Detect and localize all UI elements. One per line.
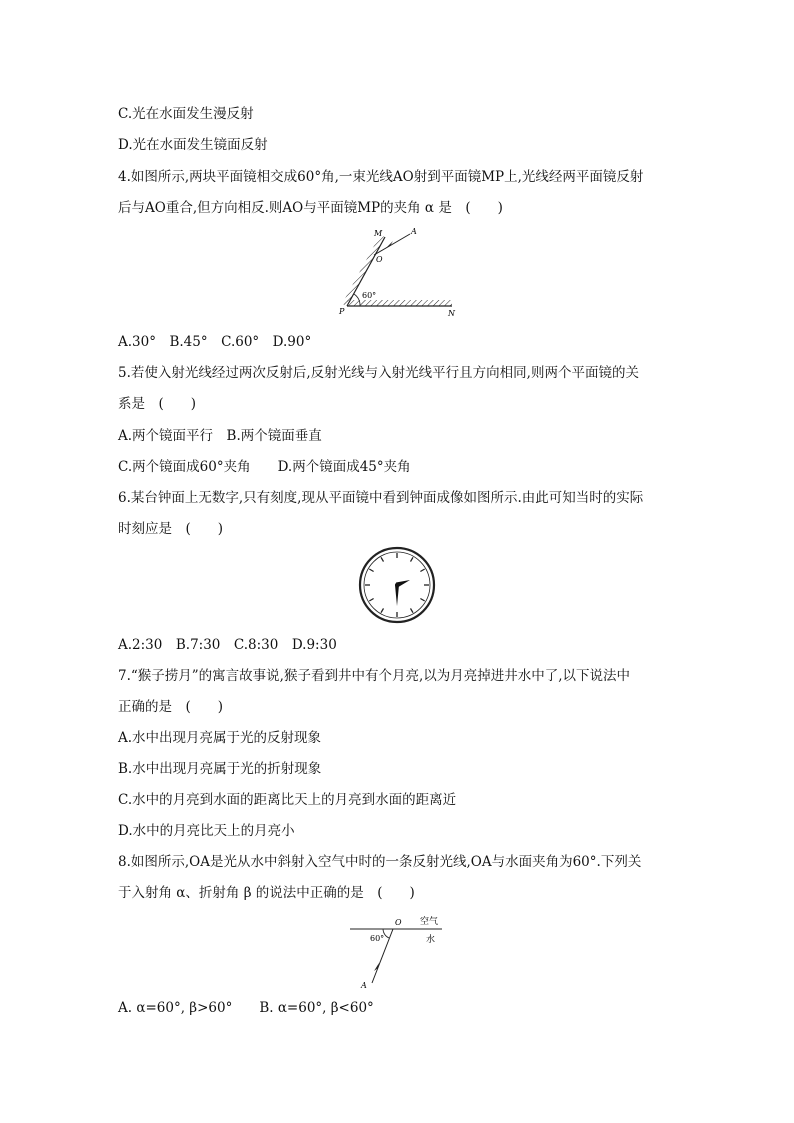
label-angle: 60° bbox=[362, 291, 377, 300]
question-5-options-ab: A.两个镜面平行 B.两个镜面垂直 bbox=[118, 428, 322, 444]
mirror-diagram bbox=[330, 222, 470, 320]
label-angle: 60° bbox=[370, 934, 385, 943]
label-m: M bbox=[374, 229, 383, 238]
label-n: N bbox=[448, 309, 455, 318]
question-8-options: A. α=60°, β>60° B. α=60°, β<60° bbox=[118, 1000, 374, 1016]
question-8-line-2: 于入射角 α、折射角 β 的说法中正确的是 ( ) bbox=[118, 885, 415, 901]
question-8-line-1: 8.如图所示,OA是光从水中斜射入空气中时的一条反射光线,OA与水面夹角为60°.下列关 bbox=[118, 854, 642, 870]
option-d-q7: D.水中的月亮比天上的月亮小 bbox=[118, 823, 295, 839]
label-a: A bbox=[411, 227, 417, 236]
question-4-line-2: 后与AO重合,但方向相反.则AO与平面镜MP的夹角 α 是 ( ) bbox=[118, 200, 503, 216]
question-6-options: A.2:30 B.7:30 C.8:30 D.9:30 bbox=[118, 637, 337, 653]
option-c-q3: C.光在水面发生漫反射 bbox=[118, 106, 254, 122]
option-b-q7: B.水中出现月亮属于光的折射现象 bbox=[118, 761, 322, 777]
question-7-line-2: 正确的是 ( ) bbox=[118, 699, 224, 715]
question-7-line-1: 7.“猴子捞月”的寓言故事说,猴子看到井中有个月亮,以为月亮掉进井水中了,以下说法中 bbox=[118, 668, 631, 684]
label-o: O bbox=[395, 918, 402, 927]
question-5-line-2: 系是 ( ) bbox=[118, 396, 197, 412]
clock-diagram bbox=[358, 546, 438, 626]
question-6-line-2: 时刻应是 ( ) bbox=[118, 521, 224, 537]
option-c-q7: C.水中的月亮到水面的距离比天上的月亮到水面的距离近 bbox=[118, 792, 457, 808]
option-a-q7: A.水中出现月亮属于光的反射现象 bbox=[118, 730, 322, 746]
label-water: 水 bbox=[426, 935, 436, 945]
label-a: A bbox=[361, 981, 367, 990]
mirror-pn bbox=[347, 300, 452, 306]
question-5-line-1: 5.若使入射光线经过两次反射后,反射光线与入射光线平行且方向相同,则两个平面镜的关 bbox=[118, 365, 639, 381]
clock-center bbox=[395, 583, 399, 587]
question-5-options-cd: C.两个镜面成60°夹角 D.两个镜面成45°夹角 bbox=[118, 459, 411, 475]
question-4-options: A.30° B.45° C.60° D.90° bbox=[118, 334, 312, 350]
label-o: O bbox=[376, 255, 383, 264]
label-p: P bbox=[339, 307, 345, 316]
label-air: 空气 bbox=[420, 917, 439, 927]
refraction-diagram bbox=[346, 910, 446, 990]
question-4-line-1: 4.如图所示,两块平面镜相交成60°角,一束光线AO射到平面镜MP上,光线经两平面镜反射 bbox=[118, 169, 644, 185]
option-d-q3: D.光在水面发生镜面反射 bbox=[118, 137, 268, 153]
question-6-line-1: 6.某台钟面上无数字,只有刻度,现从平面镜中看到钟面成像如图所示.由此可知当时的实际 bbox=[118, 490, 644, 506]
